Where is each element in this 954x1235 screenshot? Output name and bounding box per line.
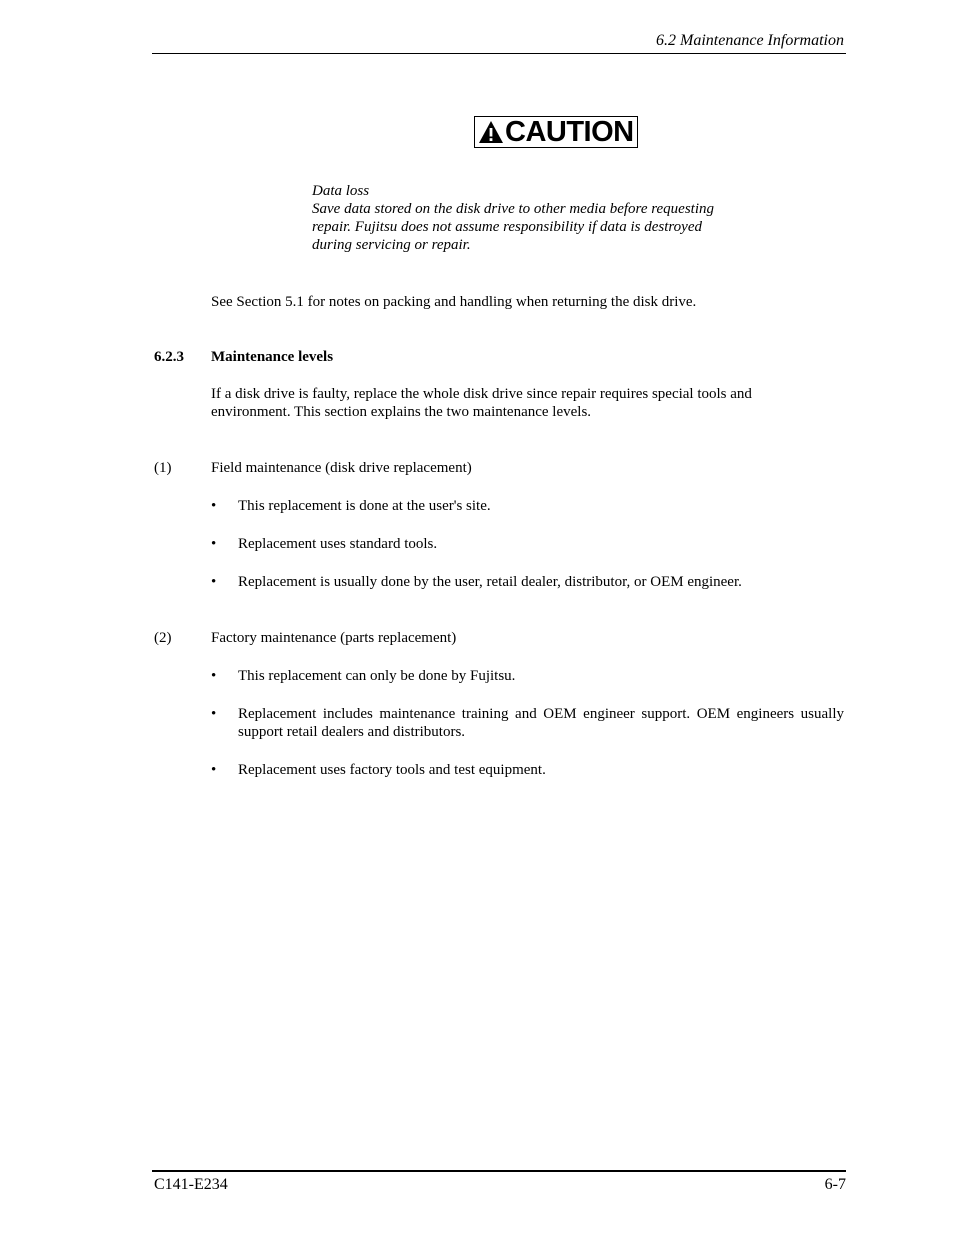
- bullet-icon: •: [211, 498, 217, 514]
- list-item: This replacement is done at the user's site.: [238, 498, 491, 514]
- list-item: This replacement can only be done by Fujitsu.: [238, 668, 516, 684]
- level-number: (2): [154, 630, 172, 646]
- section-paragraph-line: If a disk drive is faulty, replace the whole disk drive since repair requires special tools and: [211, 386, 752, 402]
- document-id: C141-E234: [154, 1176, 228, 1193]
- caution-line: Save data stored on the disk drive to other media before requesting: [312, 201, 715, 217]
- level-number: (1): [154, 460, 172, 476]
- list-item: Replacement uses standard tools.: [238, 536, 438, 552]
- level-title: Field maintenance (disk drive replacement): [211, 460, 472, 476]
- section-reference-note: See Section 5.1 for notes on packing and handling when returning the disk drive.: [211, 294, 697, 310]
- level-title: Factory maintenance (parts replacement): [211, 630, 457, 646]
- warning-triangle-icon: [477, 119, 505, 145]
- caution-label: CAUTION: [505, 116, 634, 148]
- list-item-line: support retail dealers and distributors.: [238, 724, 466, 740]
- section-paragraph-line: environment. This section explains the two maintenance levels.: [211, 404, 592, 420]
- page-number: 6-7: [824, 1176, 846, 1193]
- caution-line: during servicing or repair.: [312, 237, 471, 253]
- bullet-icon: •: [211, 574, 217, 590]
- caution-message: [312, 182, 752, 254]
- bullet-icon: •: [211, 762, 217, 778]
- caution-title: Data loss: [312, 183, 370, 199]
- caution-line: repair. Fujitsu does not assume responsibility if data is destroyed: [312, 219, 702, 235]
- running-header: 6.2 Maintenance Information: [656, 32, 844, 49]
- bullet-icon: •: [211, 706, 217, 722]
- bullet-icon: •: [211, 668, 217, 684]
- section-title: Maintenance levels: [211, 349, 334, 365]
- list-item: [238, 705, 844, 741]
- bullet-icon: •: [211, 536, 217, 552]
- list-item: Replacement uses factory tools and test equipment.: [238, 762, 546, 778]
- list-item: Replacement is usually done by the user, retail dealer, distributor, or OEM engineer.: [238, 574, 742, 590]
- caution-banner: [474, 116, 638, 148]
- list-item-line: Replacement includes maintenance training and OEM engineer support. OEM engineers usually: [238, 706, 844, 722]
- section-number: 6.2.3: [154, 349, 184, 365]
- header-rule: [152, 53, 846, 54]
- footer-rule: [152, 1170, 846, 1172]
